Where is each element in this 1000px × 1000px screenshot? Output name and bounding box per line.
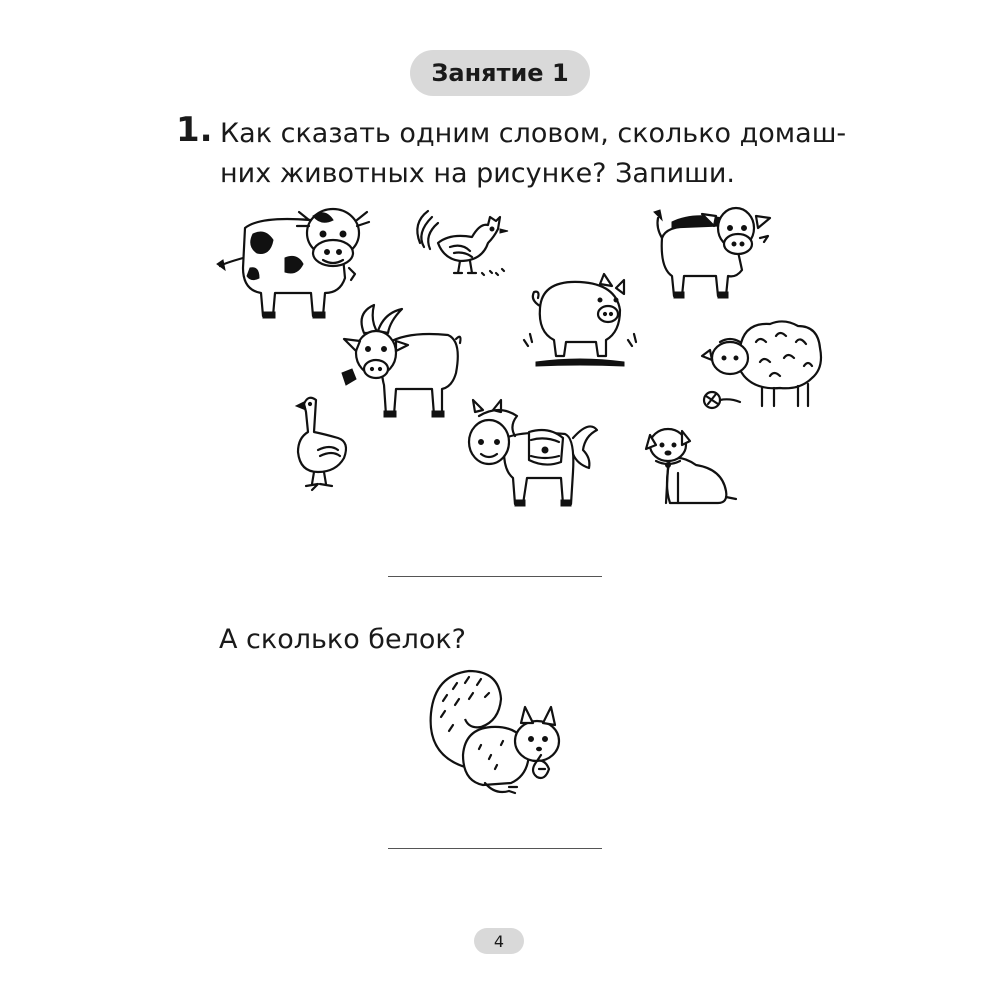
task-1-line-2: них животных на рисунке? Запиши. bbox=[220, 158, 735, 189]
answer-line-2[interactable] bbox=[388, 848, 602, 849]
donkey-illustration bbox=[652, 198, 777, 303]
rooster-illustration bbox=[410, 203, 510, 278]
squirrel-illustration bbox=[425, 665, 570, 805]
pig-illustration bbox=[520, 270, 640, 370]
task-number: 1. bbox=[176, 110, 213, 150]
duck-illustration bbox=[290, 392, 355, 492]
sheep-illustration bbox=[700, 318, 825, 413]
pony-illustration bbox=[465, 398, 605, 513]
task-1-line-1: Как сказать одним словом, сколько домаш- bbox=[220, 118, 847, 149]
lesson-title-badge bbox=[410, 50, 590, 96]
lesson-title: Занятие 1 bbox=[431, 59, 569, 87]
task-1-question bbox=[220, 114, 847, 194]
task-2-question: А сколько белок? bbox=[219, 624, 466, 655]
answer-line-1[interactable] bbox=[388, 576, 602, 577]
page-number: 4 bbox=[493, 931, 505, 951]
page-number-badge bbox=[474, 928, 524, 954]
puppy-illustration bbox=[642, 425, 737, 510]
goat-illustration bbox=[338, 303, 463, 423]
